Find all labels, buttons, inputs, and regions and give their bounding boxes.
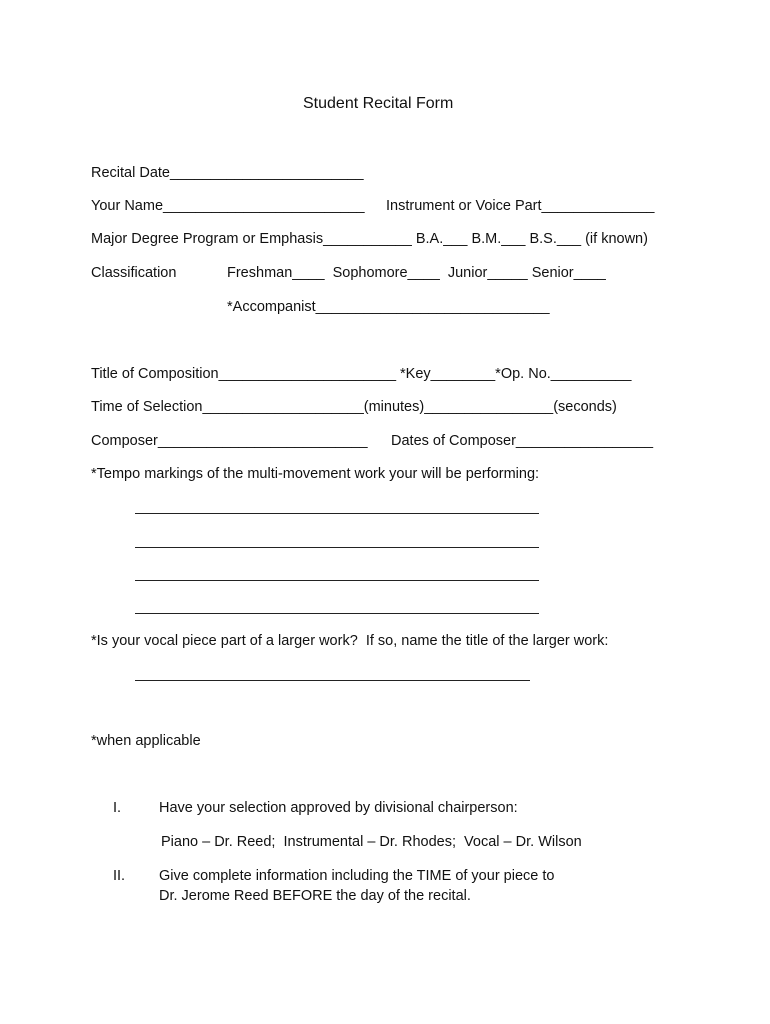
your-name-field[interactable]: Your Name_________________________	[91, 198, 365, 214]
time-of-selection-field[interactable]: Time of Selection____________________(minutes)________________(seconds)	[91, 399, 617, 415]
accompanist-field[interactable]: *Accompanist_____________________________	[227, 299, 550, 315]
tempo-line-2[interactable]	[135, 547, 539, 548]
instruction-text-continued: Dr. Jerome Reed BEFORE the day of the recital.	[159, 888, 471, 904]
instruction-text: Give complete information including the TIME of your piece to	[159, 868, 555, 884]
classification-options[interactable]: Freshman____ Sophomore____ Junior_____ Senior____	[227, 265, 606, 281]
dates-of-composer-field[interactable]: Dates of Composer_________________	[391, 433, 654, 449]
instruction-numeral: I.	[113, 800, 122, 816]
major-degree-field[interactable]: Major Degree Program or Emphasis___________ B.A.___ B.M.___ B.S.___ (if known)	[91, 231, 648, 247]
classification-label: Classification	[91, 265, 177, 281]
larger-work-line[interactable]	[135, 680, 530, 681]
instruction-numeral: II.	[113, 868, 126, 884]
when-applicable-note: *when applicable	[91, 733, 201, 749]
tempo-markings-prompt: *Tempo markings of the multi-movement work your will be performing:	[91, 466, 540, 482]
tempo-line-3[interactable]	[135, 580, 539, 581]
composer-field[interactable]: Composer__________________________	[91, 433, 368, 449]
vocal-piece-prompt: *Is your vocal piece part of a larger work? If so, name the title of the larger work:	[91, 633, 609, 649]
recital-date-field[interactable]: Recital Date________________________	[91, 165, 364, 181]
tempo-line-4[interactable]	[135, 613, 539, 614]
title-of-composition-field[interactable]: Title of Composition______________________ *Key________*Op. No.__________	[91, 366, 632, 382]
instrument-field[interactable]: Instrument or Voice Part______________	[386, 198, 655, 214]
chairperson-list: Piano – Dr. Reed; Instrumental – Dr. Rhodes; Vocal – Dr. Wilson	[161, 834, 582, 850]
instruction-text: Have your selection approved by divisional chairperson:	[159, 800, 518, 816]
tempo-line-1[interactable]	[135, 513, 539, 514]
page-title: Student Recital Form	[303, 95, 454, 112]
